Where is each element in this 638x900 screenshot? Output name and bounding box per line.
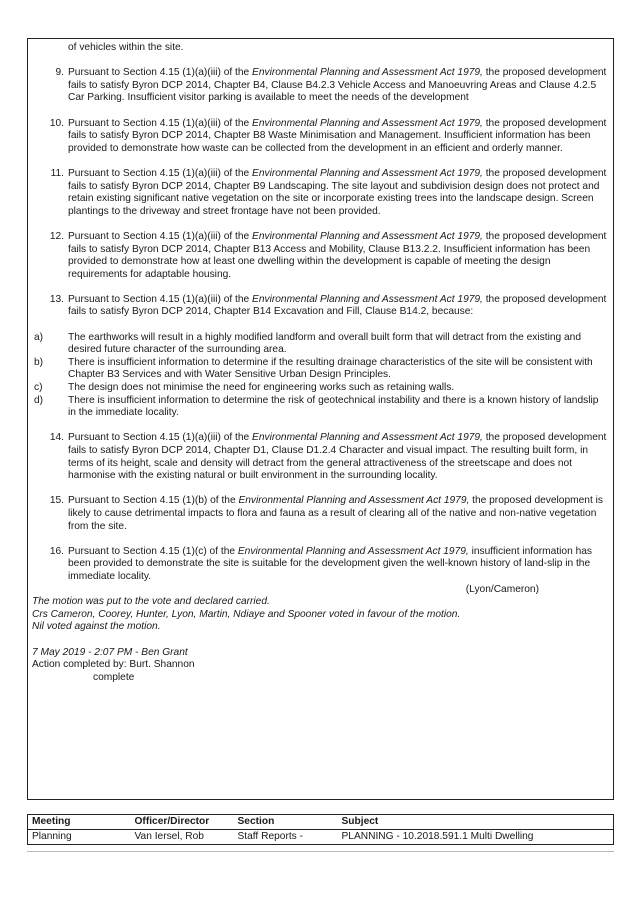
- meta-header-section: Section: [234, 815, 338, 830]
- sub-reasons-list: [32, 332, 609, 433]
- footer-divider: [27, 851, 614, 852]
- reason-item: 15. Pursuant to Section 4.15 (1)(b) of the Environmental Planning and Assessment Act 1979, the proposed development is likely to cause detrimental impacts to flora and fauna as a result of clearing all of the native and non-native vegetation from the site.: [49, 495, 603, 532]
- meta-header-row: [28, 815, 614, 830]
- meta-table: [27, 814, 614, 845]
- document-frame: [27, 38, 614, 800]
- meta-officer: Van Iersel, Rob: [134, 831, 204, 842]
- meta-row: [28, 830, 614, 845]
- sub-reason-item: a) The earthworks will result in a highly modified landform and overall built form that will detract from the existing and desired future character of the surrounding area.: [34, 331, 582, 356]
- reason-item: 16. Pursuant to Section 4.15 (1)(c) of the Environmental Planning and Assessment Act 1979, insufficient information has been provided to demonstrate the site is suitable for the development given the well-known history of land-slip in the immediate locality.: [49, 545, 593, 582]
- reasons-list-2: [32, 432, 609, 583]
- motion-favour: Crs Cameron, Coorey, Hunter, Lyon, Martin, Ndiaye and Spooner voted in favour of the motion.: [32, 608, 461, 620]
- reason-item: 13. Pursuant to Section 4.15 (1)(a)(iii) of the Environmental Planning and Assessment Act 1979, the proposed development fails to satisfy Byron DCP 2014, Chapter B14 Excavation and Fill, Clause B14.2, because:: [49, 293, 607, 318]
- sub-reason-item: b) There is insufficient information to determine if the resulting drainage characteristics of the site will be consistent with Chapter B3 Services and with Water Sensitive Urban Design Principles.: [34, 356, 593, 381]
- sub-reason-item: d) There is insufficient information to determine the risk of geotechnical instability and there is a known history of landslip in the immediate locality.: [34, 394, 599, 419]
- reasons-list-1: [32, 67, 609, 331]
- reason-item: 10. Pursuant to Section 4.15 (1)(a)(iii) of the Environmental Planning and Assessment Act 1979, the proposed development fails to satisfy Byron DCP 2014, Chapter B8 Waste Minimisation and Management. Insufficient information has been provided to demonstrate how waste can be collected from the development in an efficient and orderly manner.: [49, 117, 607, 154]
- motion-against: Nil voted against the motion.: [32, 621, 161, 633]
- meta-header-meeting: Meeting: [28, 815, 131, 830]
- reason-item: 9. Pursuant to Section 4.15 (1)(a)(iii) of the Environmental Planning and Assessment Act 1979, the proposed development fails to satisfy Byron DCP 2014, Chapter B4, Clause B4.2.3 Vehicle Access and Manoeuvring Areas and Clause 4.2.5 Car Parking. Insufficient visitor parking is available to meet the needs of the development: [55, 67, 607, 104]
- action-timestamp: 7 May 2019 - 2:07 PM - Ben Grant: [32, 646, 188, 658]
- action-completed-by: Action completed by: Burt. Shannon: [32, 659, 195, 671]
- motion-carried: The motion was put to the vote and declared carried.: [32, 596, 270, 608]
- meta-section: Staff Reports -: [237, 831, 303, 842]
- meta-header-officer: Officer/Director: [131, 815, 234, 830]
- reason-item: 12. Pursuant to Section 4.15 (1)(a)(iii) of the Environmental Planning and Assessment Act 1979, the proposed development fails to satisfy Byron DCP 2014, Chapter B13 Access and Mobility, Clause B13.2.2. Insufficient information has been provided to demonstrate how at least one dwelling within the development is capable of meeting the design requirements for adaptable housing.: [49, 230, 607, 280]
- sub-reason-item: c) The design does not minimise the need for engineering works such as retaining walls.: [34, 382, 455, 394]
- meta-subject: PLANNING - 10.2018.591.1 Multi Dwelling: [341, 831, 534, 842]
- meta-meeting: Planning: [32, 831, 72, 842]
- meta-header-subject: Subject: [338, 815, 614, 830]
- reason-item: 14. Pursuant to Section 4.15 (1)(a)(iii) of the Environmental Planning and Assessment Act 1979, the proposed development fails to satisfy Byron DCP 2014, Chapter D1, Clause D1.2.4 Character and visual impact. The resulting built form, in terms of its height, scale and density will detract from the general attractiveness of the streetscape and does not harmonise with the existing natural or built environment in the surrounding locality.: [49, 432, 607, 482]
- reason-item: 11. Pursuant to Section 4.15 (1)(a)(iii) of the Environmental Planning and Assessment Act 1979, the proposed development fails to satisfy Byron DCP 2014, Chapter B9 Landscaping. The site layout and subdivision design does not protect and retain existing significant native vegetation on the site or incorporate existing trees into the landscape design. Screen plantings to the driveway and street frontage have not been provided.: [50, 167, 607, 217]
- continuation-text: of vehicles within the site.: [68, 42, 184, 53]
- action-status: complete: [93, 671, 135, 683]
- movers: (Lyon/Cameron): [465, 583, 539, 595]
